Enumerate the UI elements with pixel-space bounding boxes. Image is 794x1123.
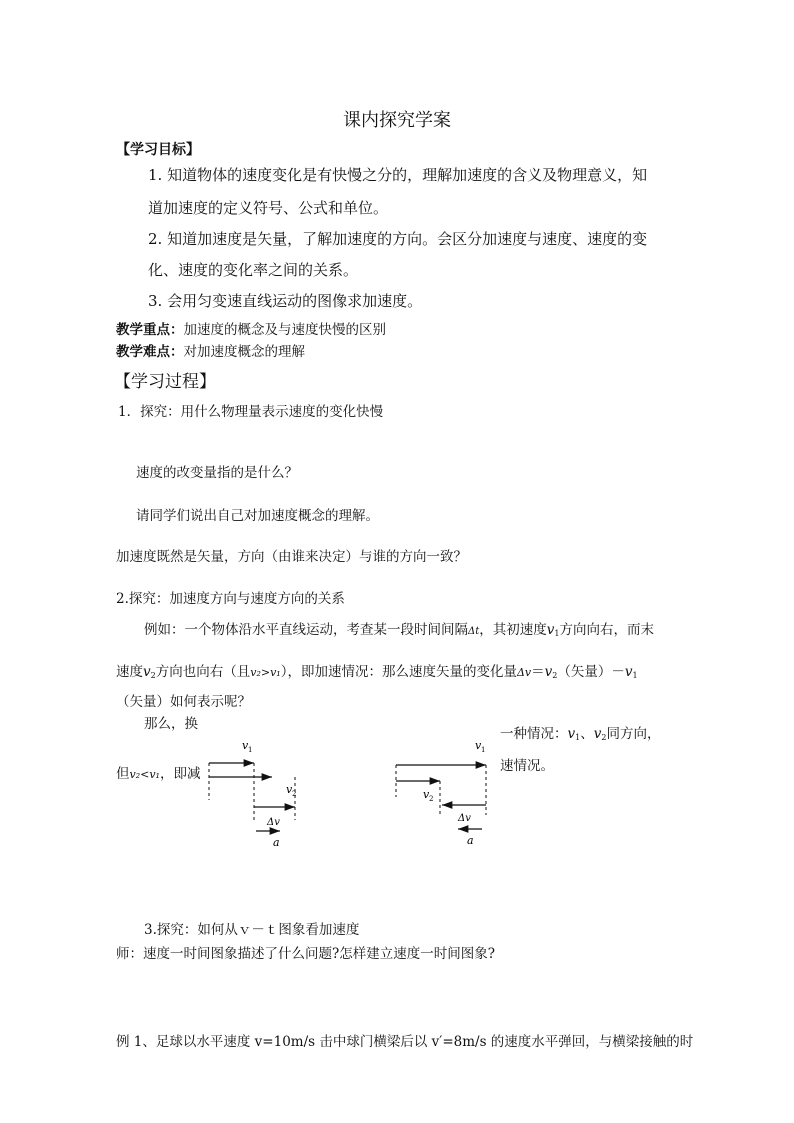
- line2-text-d: （矢量）－: [557, 664, 625, 680]
- key-point-label: 教学重点：: [116, 322, 184, 338]
- v1-subscript-b: 1: [632, 671, 638, 680]
- section-1-title: 1．探究：用什么物理量表示速度的变化快慢: [118, 404, 384, 420]
- objective-2-line-1: 2. 知道加速度是矢量，了解加速度的方向。会区分加速度与速度、速度的变: [148, 230, 648, 248]
- acceleration-label-2: a: [467, 834, 474, 847]
- difficulty-text: 对加速度概念的理解: [183, 344, 305, 360]
- right-text-line-2: 速情况。: [500, 758, 554, 774]
- delta-t-symbol: Δt: [468, 626, 480, 637]
- teacher-question: 师：速度一时间图象描述了什么问题?怎样建立速度一时间图象?: [116, 946, 495, 962]
- question-1: 速度的改变量指的是什么？: [136, 465, 298, 481]
- v2-subscript: 2: [150, 671, 156, 680]
- v2-label-sub: 2: [292, 790, 297, 798]
- objective-3: 3. 会用匀变速直线运动的图像求加速度。: [148, 292, 423, 310]
- equals-sign: ＝: [531, 664, 545, 680]
- v2-symbol-c: v: [593, 726, 602, 742]
- delta-v-label-2: Δv: [458, 813, 471, 824]
- example-text-a: 例如：一个物体沿水平直线运动，考查某一段时间间隔: [144, 622, 468, 638]
- objectives-heading: 【学习目标】: [116, 142, 200, 158]
- v1-label: v: [242, 739, 249, 752]
- acceleration-label: a: [273, 836, 280, 849]
- left-text-a: 但: [116, 766, 130, 782]
- difficulty-label: 教学难点：: [116, 344, 184, 360]
- decelerating-vector-diagram: [390, 735, 500, 850]
- v1-label-sub: 1: [248, 746, 253, 754]
- v1-subscript-c: 1: [575, 733, 581, 742]
- v2-symbol-b: v: [544, 664, 553, 680]
- accelerating-vector-diagram: [200, 735, 310, 850]
- left-text-b: ，即减: [159, 766, 201, 782]
- v1-label-2-sub: 1: [481, 746, 486, 754]
- left-text: [116, 762, 200, 782]
- v2-lt-v1: v₂<v₁: [129, 768, 160, 781]
- v1-subscript: 1: [554, 629, 560, 638]
- v2-symbol: v: [143, 664, 151, 680]
- delta-v-label: Δv: [267, 817, 280, 828]
- objective-2-line-2: 化、速度的变化率之间的关系。: [148, 261, 359, 279]
- objective-1-line-1: 1. 知道物体的速度变化是有快慢之分的，理解加速度的含义及物理意义，知: [148, 166, 648, 184]
- v2-label-2-sub: 2: [429, 795, 434, 803]
- line2-text-b: 方向也向右（且: [155, 664, 251, 680]
- then-text: 那么，换: [144, 716, 198, 732]
- right-text-c: 同方向，: [606, 726, 661, 742]
- example-line-1: [144, 618, 654, 638]
- v1-label-2: v: [475, 739, 482, 752]
- right-text-b: 、: [580, 726, 594, 742]
- example-line-2: [116, 660, 638, 680]
- question-2: 请同学们说出自己对加速度概念的理解。: [136, 508, 379, 524]
- key-point: [116, 318, 386, 338]
- example-text-c: 方向向右，而末: [559, 622, 654, 638]
- v2-label: v: [286, 783, 293, 796]
- v1-symbol-c: v: [567, 726, 576, 742]
- v1-symbol-b: v: [624, 664, 633, 680]
- delta-v-symbol: Δv: [516, 666, 532, 679]
- line2-text-a: 速度: [116, 664, 143, 680]
- example-text-b: ，其初速度: [479, 622, 547, 638]
- line2-text-c: ），即加速情况：那么速度矢量的变化量: [280, 664, 517, 680]
- v2-gt-v1: v₂>v₁: [250, 666, 281, 679]
- right-text-line-1: [500, 722, 660, 742]
- objective-1-line-2: 道加速度的定义符号、公式和单位。: [148, 199, 389, 217]
- section-3-title: 3.探究：如何从ｖ－ｔ图象看加速度: [144, 922, 360, 938]
- v2-subscript-c: 2: [601, 733, 607, 742]
- right-text-a: 一种情况：: [500, 726, 568, 742]
- page-title: 课内探究学案: [343, 110, 451, 131]
- v2-label-2: v: [423, 788, 430, 801]
- v1-symbol: v: [546, 622, 555, 638]
- example-1: 例 1、足球以水平速度 v=10m/s 击中球门横梁后以 v′=8m/s 的速度水平弹回，与横梁接触的时: [116, 1034, 694, 1050]
- v2-subscript-b: 2: [552, 671, 558, 680]
- difficulty-point: [116, 340, 305, 360]
- key-point-text: 加速度的概念及与速度快慢的区别: [183, 322, 386, 338]
- process-heading: 【学习过程】: [114, 372, 216, 392]
- section-2-title: 2.探究：加速度方向与速度方向的关系: [116, 591, 345, 607]
- question-3: 加速度既然是矢量，方向（由谁来决定）与谁的方向一致？: [116, 549, 467, 565]
- example-line-3: （矢量）如何表示呢？: [116, 694, 251, 710]
